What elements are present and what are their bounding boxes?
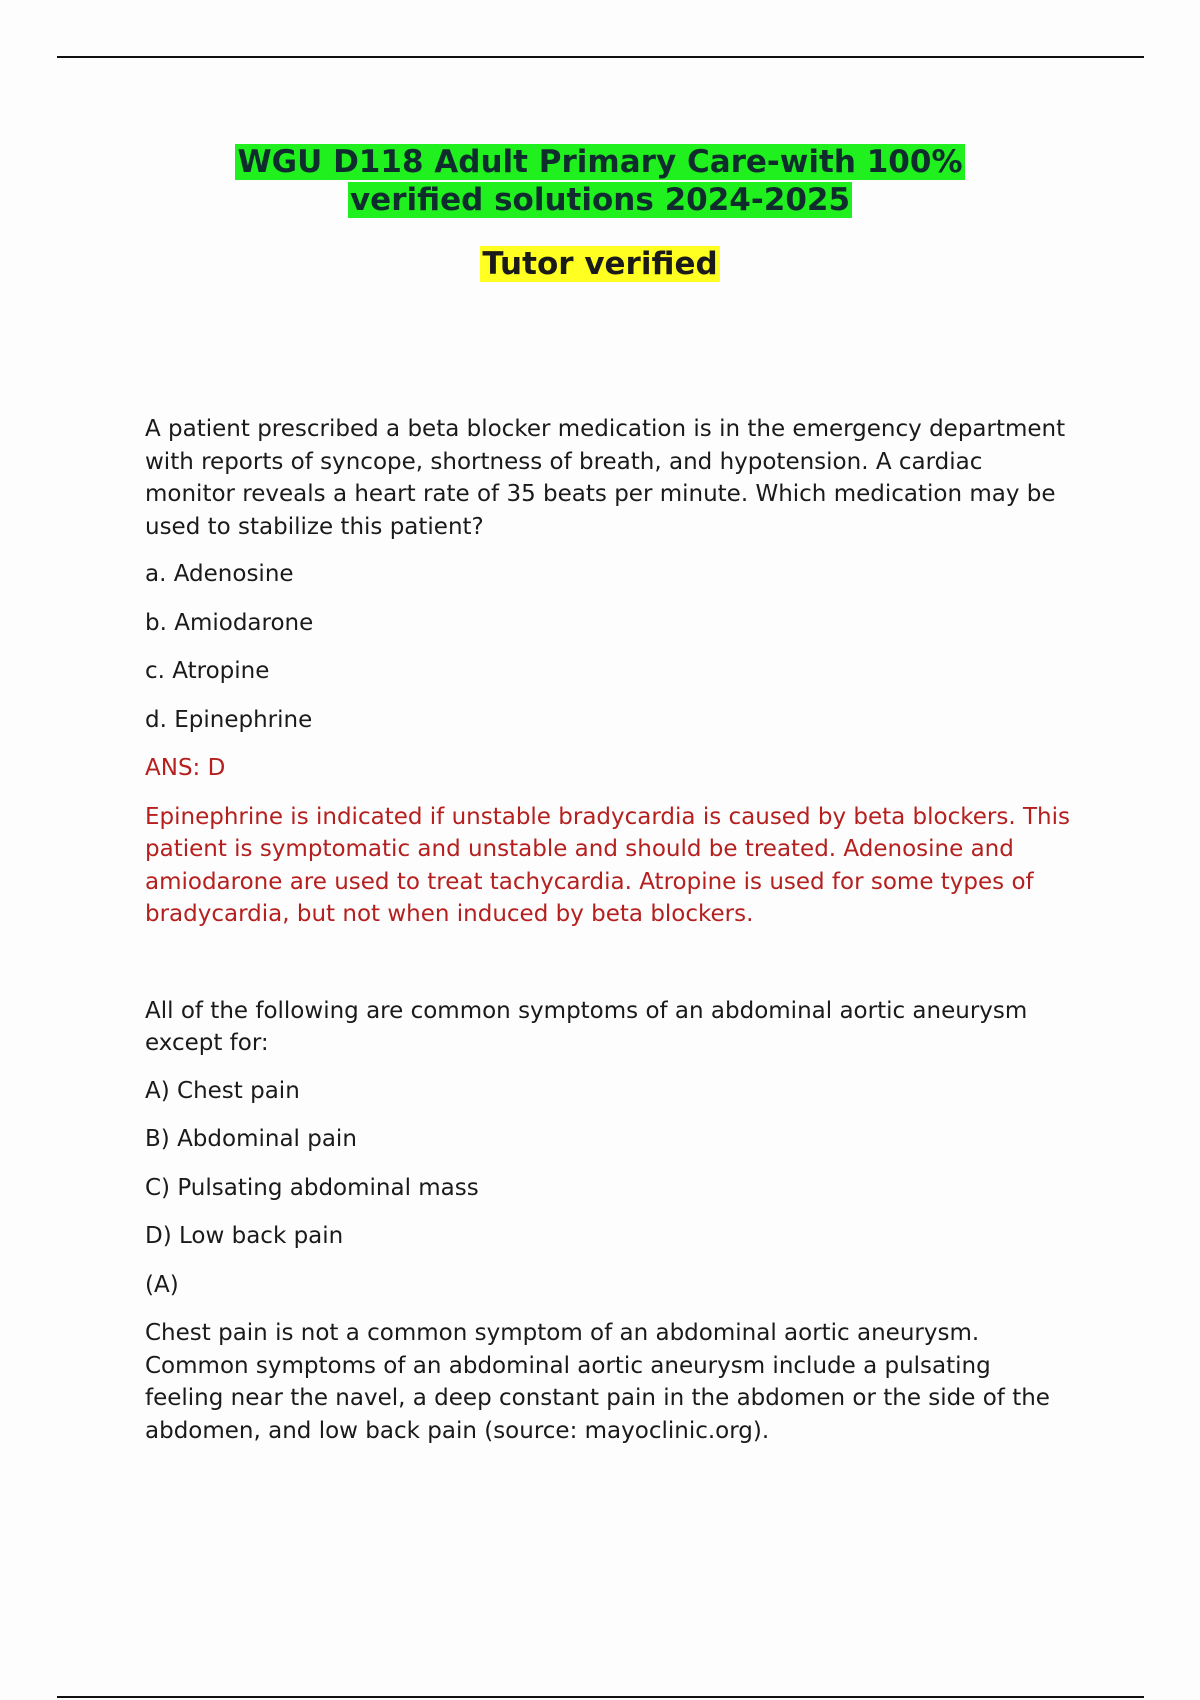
question-spacer xyxy=(145,931,1075,995)
option-d: D) Low back pain xyxy=(145,1223,344,1249)
document-subtitle xyxy=(0,245,1200,283)
question-text: All of the following are common symptoms of an abdominal aortic aneurysm except for: xyxy=(145,997,1028,1056)
top-rule xyxy=(57,56,1144,58)
bottom-rule xyxy=(57,1696,1144,1698)
answer-rationale: Epinephrine is indicated if unstable bradycardia is caused by beta blockers. This patient is symptomatic and unstable and should be treated. Adenosine and amiodarone are used to treat tachycardia. Atropine is used for some types of bradycardia, but not when induced by beta blockers. xyxy=(145,803,1070,927)
document-body xyxy=(145,413,1075,1447)
question-block-1 xyxy=(145,413,1075,931)
title-line-1: WGU D118 Adult Primary Care-with 100% xyxy=(237,144,963,180)
subtitle-text: Tutor verified xyxy=(482,246,718,282)
answer-label: (A) xyxy=(145,1271,179,1298)
option-b: b. Amiodarone xyxy=(145,609,314,636)
option-a: A) Chest pain xyxy=(145,1077,300,1104)
document-header xyxy=(0,143,1200,283)
option-c: C) Pulsating abdominal mass xyxy=(145,1174,479,1201)
option-b: B) Abdominal pain xyxy=(145,1126,357,1152)
option-c: c. Atropine xyxy=(145,658,270,684)
question-block-2 xyxy=(145,995,1075,1448)
option-a: a. Adenosine xyxy=(145,561,294,587)
answer-rationale: Chest pain is not a common symptom of an abdominal aortic aneurysm. Common symptoms of an abdominal aortic aneurysm include a pulsating feeling near the navel, a deep constant pain in the abdomen or the side of the abdomen, and low back pain (source: mayoclinic.org). xyxy=(145,1320,1050,1444)
question-text: A patient prescribed a beta blocker medication is in the emergency department with reports of syncope, shortness of breath, and hypotension. A cardiac monitor reveals a heart rate of 35 beats per minute. Which medication may be used to stabilize this patient? xyxy=(145,416,1066,540)
option-d: d. Epinephrine xyxy=(145,706,313,733)
title-line-2: verified solutions 2024-2025 xyxy=(349,182,851,218)
answer-label: ANS: D xyxy=(145,755,226,781)
document-title xyxy=(0,143,1200,219)
